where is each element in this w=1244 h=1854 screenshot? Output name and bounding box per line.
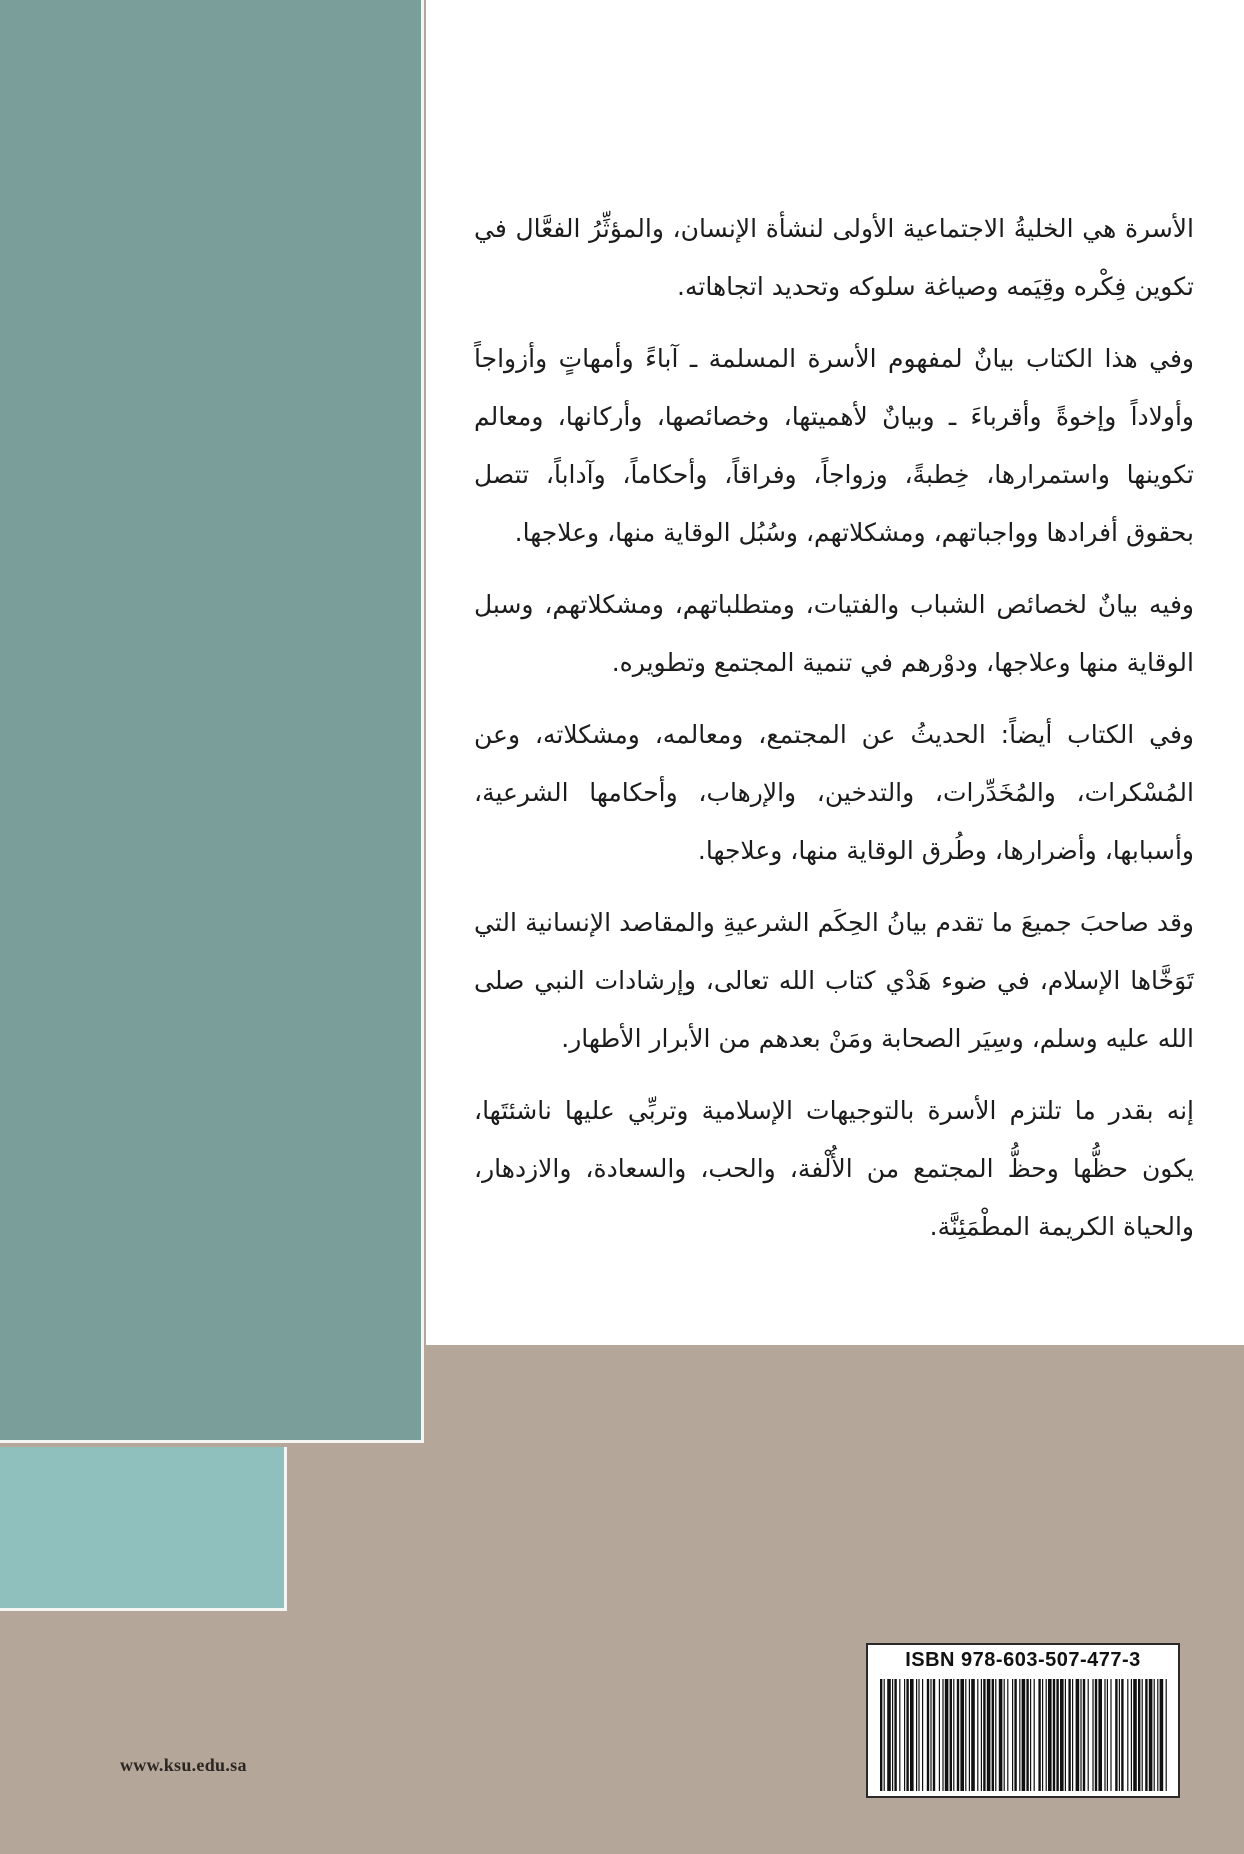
barcode-bar xyxy=(942,1679,943,1791)
barcode-bar xyxy=(1034,1679,1035,1791)
barcode-bar xyxy=(1019,1679,1020,1791)
barcode-bar xyxy=(969,1679,970,1791)
barcode-bar xyxy=(918,1679,919,1791)
barcode-bar xyxy=(957,1679,959,1791)
light-teal-color-block xyxy=(0,1447,287,1611)
barcode-bar xyxy=(1149,1679,1153,1791)
barcode-bar xyxy=(977,1679,978,1791)
barcode-bar xyxy=(1157,1679,1158,1791)
barcode-bar xyxy=(894,1679,896,1791)
barcode-bar xyxy=(939,1679,940,1791)
barcode-bar xyxy=(1083,1679,1085,1791)
barcode-bar xyxy=(1065,1679,1066,1791)
barcode-bar xyxy=(1014,1679,1016,1791)
barcode-bar xyxy=(987,1679,991,1791)
barcode-bar xyxy=(1142,1679,1143,1791)
barcode-bar xyxy=(945,1679,949,1791)
barcode-bar xyxy=(1088,1679,1089,1791)
barcode-bar xyxy=(953,1679,954,1791)
barcode-bar xyxy=(1121,1679,1123,1791)
barcode-bar xyxy=(1026,1679,1028,1791)
barcode-bar xyxy=(884,1679,885,1791)
barcode-bar xyxy=(1098,1679,1102,1791)
barcode-bar xyxy=(1068,1679,1070,1791)
website-url: www.ksu.edu.sa xyxy=(120,1755,247,1775)
barcode-bar xyxy=(960,1679,964,1791)
barcode-bar xyxy=(971,1679,975,1791)
barcode-bar xyxy=(1080,1679,1081,1791)
barcode-graphic xyxy=(878,1679,1168,1791)
barcode-bar xyxy=(1053,1679,1055,1791)
blurb-paragraph-6: إنه بقدر ما تلتزم الأسرة بالتوجيهات الإسلامية وتربِّي عليها ناشئتَها، يكون حظُّها وحظُّ المجتمع من الأُلْفة، والحب، والسعادة، والازدهار، والحياة الكريمة المطْمَئِنَّة. xyxy=(474,1096,1194,1241)
barcode-bar xyxy=(1007,1679,1008,1791)
barcode-bar xyxy=(916,1679,917,1791)
barcode-bar xyxy=(1060,1679,1064,1791)
barcode-bar xyxy=(983,1679,985,1791)
barcode-bar xyxy=(1048,1679,1052,1791)
blurb-paragraph-2: وفي هذا الكتاب بيانٌ لمفهوم الأسرة المسلمة ـ آباءً وأمهاتٍ وأزواجاً وأولاداً وإخوةً وأقرباءَ ـ وبيانٌ لأهميتها، وخصائصها، وأركانها، ومعالم تكوينها واستمرارها، خِطبةً، وزواجاً، وفراقاً، وأحكاماً، وآداباً، تتصل بحقوق أفرادها وواجباتهم، ومشكلاتهم، وسُبُل الوقاية منها، وعلاجها. xyxy=(474,344,1194,547)
barcode-bar xyxy=(933,1679,935,1791)
barcode-bar xyxy=(1038,1679,1040,1791)
isbn-number: ISBN 978-603-507-477-3 xyxy=(905,1649,1141,1671)
barcode-bar xyxy=(1107,1679,1108,1791)
barcode-bar xyxy=(1154,1679,1155,1791)
barcode-bar xyxy=(910,1679,914,1791)
barcode-bar xyxy=(1131,1679,1132,1791)
barcode-bar xyxy=(1042,1679,1043,1791)
barcode-bar xyxy=(930,1679,931,1791)
barcode-bar xyxy=(904,1679,905,1791)
isbn-barcode-label xyxy=(866,1643,1180,1798)
barcode-bar xyxy=(1056,1679,1058,1791)
blurb-text xyxy=(474,200,1194,1270)
barcode-bar xyxy=(1076,1679,1080,1791)
barcode-bar xyxy=(1119,1679,1120,1791)
barcode-bar xyxy=(999,1679,1003,1791)
blurb-paragraph-3: وفيه بيانٌ لخصائص الشباب والفتيات، ومتطلباتهم، ومشكلاتهم، وسبل الوقاية منها وعلاجها، ودوْرهم في تنمية المجتمع وتطويره. xyxy=(474,590,1194,677)
barcode-bar xyxy=(981,1679,982,1791)
barcode-bar xyxy=(965,1679,966,1791)
barcode-bar xyxy=(950,1679,952,1791)
blurb-paragraph-4: وفي الكتاب أيضاً: الحديثُ عن المجتمع، ومعالمه، ومشكلاته، وعن المُسْكرات، والمُخَدِّرات، والتدخين، والإرهاب، وأحكامها الشرعية، وأسبابها، وأضرارها، وطُرق الوقاية منها، وعلاجها. xyxy=(474,720,1194,865)
barcode-bar xyxy=(1115,1679,1117,1791)
barcode-bar xyxy=(1030,1679,1031,1791)
barcode-bar xyxy=(1166,1679,1167,1791)
barcode-bar xyxy=(880,1679,882,1791)
barcode-bar xyxy=(1092,1679,1093,1791)
barcode-bar xyxy=(892,1679,893,1791)
barcode-bar xyxy=(1138,1679,1140,1791)
barcode-bar xyxy=(906,1679,908,1791)
barcode-bar xyxy=(1133,1679,1137,1791)
barcode-bar xyxy=(995,1679,996,1791)
barcode-bar xyxy=(1110,1679,1111,1791)
barcode-bar xyxy=(992,1679,994,1791)
barcode-bar xyxy=(899,1679,900,1791)
blurb-paragraph-1: الأسرة هي الخليةُ الاجتماعية الأولى لنشأة الإنسان، والمؤثِّرُ الفعَّال في تكوين فِكْره وقِيَمه وصياغة سلوكه وتحديد اتجاهاته. xyxy=(474,214,1194,301)
barcode-bar xyxy=(1127,1679,1128,1791)
barcode-bar xyxy=(1160,1679,1164,1791)
barcode-bar xyxy=(1022,1679,1026,1791)
barcode-bar xyxy=(1046,1679,1047,1791)
barcode-bar xyxy=(922,1679,923,1791)
teal-color-block xyxy=(0,0,424,1443)
barcode-bar xyxy=(1072,1679,1073,1791)
barcode-bar xyxy=(1104,1679,1105,1791)
barcode-bar xyxy=(1095,1679,1097,1791)
barcode-bar xyxy=(1004,1679,1005,1791)
barcode-bar xyxy=(927,1679,929,1791)
barcode-bar xyxy=(1145,1679,1147,1791)
blurb-paragraph-5: وقد صاحبَ جميعَ ما تقدم بيانُ الحِكَم الشرعيةِ والمقاصد الإنسانية التي تَوَخَّاها الإسلام، في ضوء هَدْي كتاب الله تعالى، وإرشادات النبي صلى الله عليه وسلم، وسِيَر الصحابة ومَنْ بعدهم من الأبرار الأطهار. xyxy=(474,908,1194,1053)
barcode-bar xyxy=(1012,1679,1013,1791)
barcode-bar xyxy=(887,1679,891,1791)
